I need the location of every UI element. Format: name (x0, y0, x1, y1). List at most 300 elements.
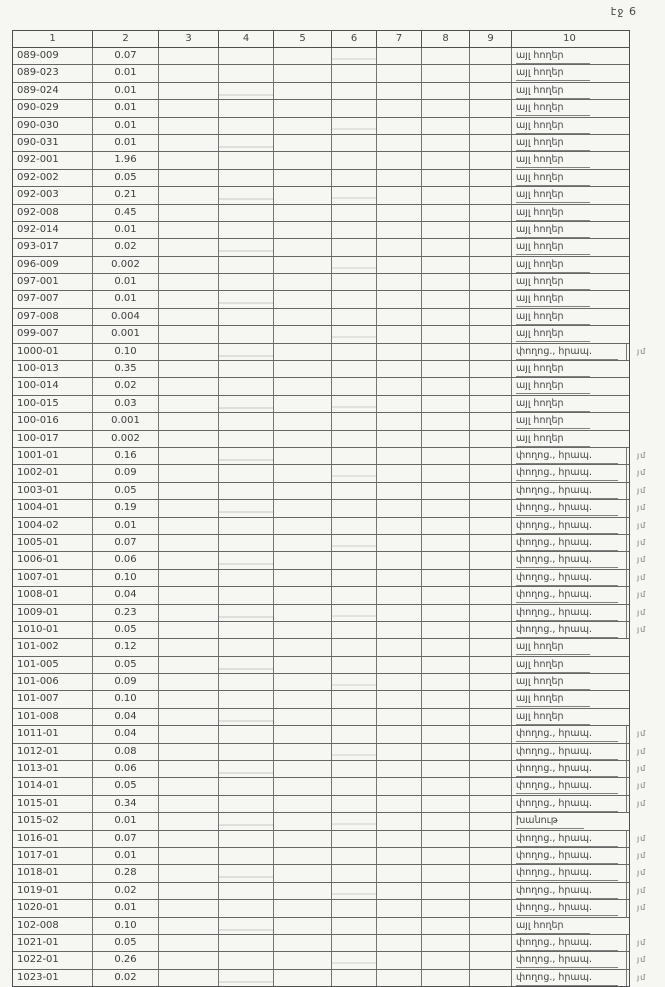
area-value-cell: 0.07 (93, 831, 159, 847)
empty-cell (422, 83, 470, 99)
empty-cell (422, 761, 470, 777)
empty-cell (470, 813, 512, 829)
empty-cell (377, 552, 422, 568)
empty-cell (470, 831, 512, 847)
parcel-code-cell: 1004-02 (13, 518, 93, 534)
empty-cell (159, 65, 219, 81)
land-use-label: փողոց., հրապ. (516, 953, 618, 968)
parcel-code-cell: 100-013 (13, 361, 93, 377)
empty-cell (422, 65, 470, 81)
parcel-code-cell: 089-009 (13, 48, 93, 64)
empty-cell (159, 274, 219, 290)
parcel-code-cell: 1015-01 (13, 796, 93, 812)
empty-cell (377, 657, 422, 673)
empty-cell (219, 883, 274, 899)
land-use-label: այլ հողեր (516, 919, 590, 934)
table-row (13, 326, 629, 343)
empty-cell (422, 291, 470, 307)
empty-cell (332, 813, 377, 829)
empty-cell (159, 483, 219, 499)
land-use-label: փողոց., հրապ. (516, 901, 618, 916)
area-value-cell: 0.05 (93, 170, 159, 186)
empty-cell (159, 778, 219, 794)
empty-cell (332, 100, 377, 116)
land-use-label: փողոց., հրապ. (516, 762, 618, 777)
empty-cell (274, 848, 332, 864)
empty-cell (332, 396, 377, 412)
table-row (13, 970, 647, 986)
empty-cell (377, 65, 422, 81)
handwritten-margin-note: յմ (637, 955, 647, 965)
handwritten-margin-note: յմ (637, 868, 647, 878)
empty-cell (332, 622, 377, 638)
empty-cell (159, 205, 219, 221)
area-value-cell: 1.96 (93, 152, 159, 168)
empty-cell (422, 883, 470, 899)
empty-cell (159, 883, 219, 899)
empty-cell (422, 483, 470, 499)
handwritten-margin-note: յմ (637, 624, 647, 634)
empty-cell (332, 344, 377, 360)
table-row (13, 865, 647, 882)
empty-cell (422, 344, 470, 360)
empty-cell (422, 431, 470, 447)
land-use-label: փողոց., հրապ. (516, 501, 618, 516)
land-use-label: փողոց., հրապ. (516, 484, 618, 499)
empty-cell (274, 778, 332, 794)
empty-cell (159, 605, 219, 621)
table-row (13, 413, 629, 430)
land-use-label: փողոց., հրապ. (516, 519, 618, 534)
empty-cell (274, 709, 332, 725)
table-row (13, 935, 647, 952)
empty-cell (274, 152, 332, 168)
empty-cell (332, 465, 377, 481)
empty-cell (274, 935, 332, 951)
empty-cell (159, 187, 219, 203)
land-use-cell (512, 622, 627, 638)
land-use-cell (512, 518, 627, 534)
empty-cell (219, 344, 274, 360)
empty-cell (159, 813, 219, 829)
land-use-cell (512, 83, 627, 99)
empty-cell (274, 326, 332, 342)
empty-cell (377, 48, 422, 64)
empty-cell (422, 657, 470, 673)
table-row (13, 100, 629, 117)
parcel-code-cell: 097-007 (13, 291, 93, 307)
empty-cell (219, 274, 274, 290)
empty-cell (422, 309, 470, 325)
empty-cell (159, 83, 219, 99)
empty-cell (219, 222, 274, 238)
empty-cell (377, 344, 422, 360)
parcel-code-cell: 1000-01 (13, 344, 93, 360)
empty-cell (422, 396, 470, 412)
empty-cell (422, 605, 470, 621)
empty-cell (332, 552, 377, 568)
empty-cell (219, 239, 274, 255)
empty-cell (422, 744, 470, 760)
area-value-cell: 0.01 (93, 848, 159, 864)
land-use-label: փողոց., հրապ. (516, 727, 618, 742)
empty-cell (274, 100, 332, 116)
empty-cell (332, 761, 377, 777)
parcel-code-cell: 1002-01 (13, 465, 93, 481)
table-row (13, 570, 647, 587)
empty-cell (377, 483, 422, 499)
table-row (13, 396, 629, 413)
land-use-label: փողոց., հրապ. (516, 779, 618, 794)
table-row (13, 465, 647, 482)
empty-cell (377, 361, 422, 377)
land-use-cell (512, 205, 627, 221)
empty-cell (274, 518, 332, 534)
area-value-cell: 0.05 (93, 657, 159, 673)
empty-cell (219, 848, 274, 864)
empty-cell (470, 187, 512, 203)
empty-cell (422, 518, 470, 534)
land-use-label: փողոց., հրապ. (516, 606, 618, 621)
parcel-code-cell: 100-016 (13, 413, 93, 429)
column-header: 4 (219, 31, 274, 47)
empty-cell (159, 796, 219, 812)
empty-cell (377, 865, 422, 881)
empty-cell (159, 622, 219, 638)
empty-cell (219, 396, 274, 412)
empty-cell (377, 883, 422, 899)
empty-cell (470, 448, 512, 464)
empty-cell (274, 222, 332, 238)
parcel-code-cell: 1005-01 (13, 535, 93, 551)
land-use-cell (512, 100, 627, 116)
area-value-cell: 0.07 (93, 535, 159, 551)
empty-cell (274, 570, 332, 586)
land-use-cell (512, 465, 627, 481)
parcel-code-cell: 097-001 (13, 274, 93, 290)
empty-cell (377, 100, 422, 116)
land-use-cell (512, 500, 627, 516)
empty-cell (377, 952, 422, 968)
empty-cell (377, 726, 422, 742)
parcel-code-cell: 089-024 (13, 83, 93, 99)
empty-cell (422, 865, 470, 881)
empty-cell (219, 118, 274, 134)
land-use-cell (512, 744, 627, 760)
table-row (13, 135, 629, 152)
area-value-cell: 0.01 (93, 135, 159, 151)
empty-cell (422, 639, 470, 655)
empty-cell (159, 900, 219, 916)
empty-cell (422, 205, 470, 221)
empty-cell (470, 205, 512, 221)
empty-cell (422, 848, 470, 864)
empty-cell (470, 796, 512, 812)
empty-cell (422, 274, 470, 290)
land-use-cell (512, 796, 627, 812)
table-row (13, 778, 647, 795)
land-use-cell (512, 726, 627, 742)
parcel-code-cell: 1012-01 (13, 744, 93, 760)
empty-cell (219, 535, 274, 551)
empty-cell (159, 970, 219, 986)
empty-cell (332, 413, 377, 429)
land-use-label: խանութ (516, 814, 584, 829)
empty-cell (274, 413, 332, 429)
parcel-code-cell: 1013-01 (13, 761, 93, 777)
area-value-cell: 0.001 (93, 326, 159, 342)
empty-cell (422, 935, 470, 951)
empty-cell (274, 170, 332, 186)
empty-cell (377, 848, 422, 864)
table-row (13, 622, 647, 639)
empty-cell (377, 900, 422, 916)
empty-cell (274, 674, 332, 690)
empty-cell (422, 587, 470, 603)
parcel-code-cell: 1004-01 (13, 500, 93, 516)
empty-cell (159, 865, 219, 881)
land-use-label: այլ հողեր (516, 432, 590, 447)
empty-cell (219, 639, 274, 655)
empty-cell (219, 413, 274, 429)
area-value-cell: 0.23 (93, 605, 159, 621)
table-row (13, 691, 629, 708)
page-number-label: էջ 6 (610, 5, 637, 18)
empty-cell (219, 448, 274, 464)
empty-cell (377, 378, 422, 394)
area-value-cell: 0.01 (93, 118, 159, 134)
land-use-cell (512, 344, 627, 360)
empty-cell (219, 378, 274, 394)
empty-cell (377, 274, 422, 290)
area-value-cell: 0.06 (93, 761, 159, 777)
empty-cell (274, 309, 332, 325)
empty-cell (159, 431, 219, 447)
column-header: 7 (377, 31, 422, 47)
empty-cell (470, 848, 512, 864)
empty-cell (159, 587, 219, 603)
land-use-label: այլ հողեր (516, 658, 590, 673)
empty-cell (377, 970, 422, 986)
table-row (13, 848, 647, 865)
area-value-cell: 0.07 (93, 48, 159, 64)
parcel-code-cell: 1016-01 (13, 831, 93, 847)
land-use-cell (512, 709, 627, 725)
empty-cell (332, 291, 377, 307)
empty-cell (219, 361, 274, 377)
empty-cell (274, 483, 332, 499)
land-use-cell (512, 239, 627, 255)
empty-cell (159, 848, 219, 864)
empty-cell (219, 187, 274, 203)
empty-cell (332, 900, 377, 916)
empty-cell (219, 605, 274, 621)
table-row (13, 309, 629, 326)
empty-cell (159, 48, 219, 64)
empty-cell (159, 952, 219, 968)
land-use-label: այլ հողեր (516, 240, 590, 255)
land-use-label: այլ հողեր (516, 84, 590, 99)
empty-cell (219, 205, 274, 221)
table-row (13, 918, 629, 935)
land-use-cell (512, 605, 627, 621)
parcel-code-cell: 092-003 (13, 187, 93, 203)
empty-cell (274, 448, 332, 464)
empty-cell (274, 344, 332, 360)
empty-cell (377, 205, 422, 221)
empty-cell (422, 118, 470, 134)
empty-cell (470, 691, 512, 707)
table-row (13, 500, 647, 517)
empty-cell (219, 674, 274, 690)
empty-cell (470, 883, 512, 899)
area-value-cell: 0.01 (93, 100, 159, 116)
empty-cell (219, 465, 274, 481)
area-value-cell: 0.10 (93, 570, 159, 586)
empty-cell (332, 222, 377, 238)
handwritten-margin-note: յմ (637, 833, 647, 843)
empty-cell (470, 535, 512, 551)
empty-cell (377, 83, 422, 99)
empty-cell (219, 813, 274, 829)
area-value-cell: 0.03 (93, 396, 159, 412)
handwritten-margin-note: յմ (637, 764, 647, 774)
area-value-cell: 0.09 (93, 674, 159, 690)
land-use-cell (512, 118, 627, 134)
empty-cell (470, 587, 512, 603)
empty-cell (470, 413, 512, 429)
land-use-label: այլ հողեր (516, 275, 590, 290)
parcel-code-cell: 1021-01 (13, 935, 93, 951)
empty-cell (332, 170, 377, 186)
empty-cell (422, 970, 470, 986)
table-row (13, 831, 647, 848)
empty-cell (219, 918, 274, 934)
empty-cell (159, 831, 219, 847)
area-value-cell: 0.01 (93, 83, 159, 99)
area-value-cell: 0.04 (93, 587, 159, 603)
empty-cell (377, 622, 422, 638)
empty-cell (422, 170, 470, 186)
area-value-cell: 0.01 (93, 274, 159, 290)
empty-cell (159, 657, 219, 673)
area-value-cell: 0.01 (93, 900, 159, 916)
land-use-cell (512, 448, 627, 464)
empty-cell (332, 361, 377, 377)
empty-cell (422, 535, 470, 551)
empty-cell (332, 709, 377, 725)
empty-cell (470, 970, 512, 986)
land-use-label: այլ հողեր (516, 153, 590, 168)
empty-cell (377, 570, 422, 586)
empty-cell (377, 500, 422, 516)
empty-cell (159, 570, 219, 586)
land-use-label: այլ հողեր (516, 206, 590, 221)
area-value-cell: 0.02 (93, 239, 159, 255)
empty-cell (377, 326, 422, 342)
empty-cell (470, 518, 512, 534)
handwritten-margin-note: յմ (637, 781, 647, 791)
area-value-cell: 0.02 (93, 378, 159, 394)
empty-cell (219, 761, 274, 777)
empty-cell (219, 83, 274, 99)
empty-cell (274, 291, 332, 307)
empty-cell (332, 570, 377, 586)
empty-cell (377, 309, 422, 325)
empty-cell (470, 761, 512, 777)
area-value-cell: 0.08 (93, 744, 159, 760)
empty-cell (470, 118, 512, 134)
parcel-code-cell: 1017-01 (13, 848, 93, 864)
parcel-code-cell: 101-005 (13, 657, 93, 673)
land-use-label: փողոց., հրապ. (516, 849, 618, 864)
area-value-cell: 0.16 (93, 448, 159, 464)
empty-cell (332, 48, 377, 64)
parcel-code-cell: 089-023 (13, 65, 93, 81)
area-value-cell: 0.12 (93, 639, 159, 655)
land-use-cell (512, 587, 627, 603)
handwritten-margin-note: յմ (637, 346, 647, 356)
empty-cell (274, 361, 332, 377)
table-body (13, 48, 647, 986)
empty-cell (274, 135, 332, 151)
land-use-label: փողոց., հրապ. (516, 553, 618, 568)
empty-cell (159, 344, 219, 360)
empty-cell (422, 326, 470, 342)
empty-cell (377, 465, 422, 481)
land-use-cell (512, 535, 627, 551)
empty-cell (159, 552, 219, 568)
column-header: 2 (93, 31, 159, 47)
table-row (13, 431, 629, 448)
column-header: 10 (563, 33, 576, 44)
empty-cell (159, 691, 219, 707)
empty-cell (219, 726, 274, 742)
empty-cell (470, 744, 512, 760)
table-row (13, 361, 629, 378)
empty-cell (332, 831, 377, 847)
empty-cell (219, 622, 274, 638)
handwritten-margin-note: յմ (637, 937, 647, 947)
parcel-code-cell: 1008-01 (13, 587, 93, 603)
empty-cell (377, 744, 422, 760)
empty-cell (377, 239, 422, 255)
area-value-cell: 0.05 (93, 483, 159, 499)
empty-cell (332, 605, 377, 621)
empty-cell (470, 65, 512, 81)
table-row (13, 796, 647, 813)
land-use-label: այլ հողեր (516, 414, 590, 429)
empty-cell (219, 691, 274, 707)
area-value-cell: 0.04 (93, 726, 159, 742)
area-value-cell: 0.02 (93, 883, 159, 899)
parcel-code-cell: 1020-01 (13, 900, 93, 916)
empty-cell (422, 778, 470, 794)
empty-cell (470, 83, 512, 99)
empty-cell (377, 709, 422, 725)
table-row (13, 552, 647, 569)
column-header: 6 (332, 31, 377, 47)
empty-cell (470, 396, 512, 412)
empty-cell (274, 48, 332, 64)
empty-cell (332, 778, 377, 794)
table-row (13, 709, 629, 726)
empty-cell (159, 396, 219, 412)
empty-cell (332, 535, 377, 551)
area-value-cell: 0.06 (93, 552, 159, 568)
empty-cell (377, 431, 422, 447)
empty-cell (159, 674, 219, 690)
